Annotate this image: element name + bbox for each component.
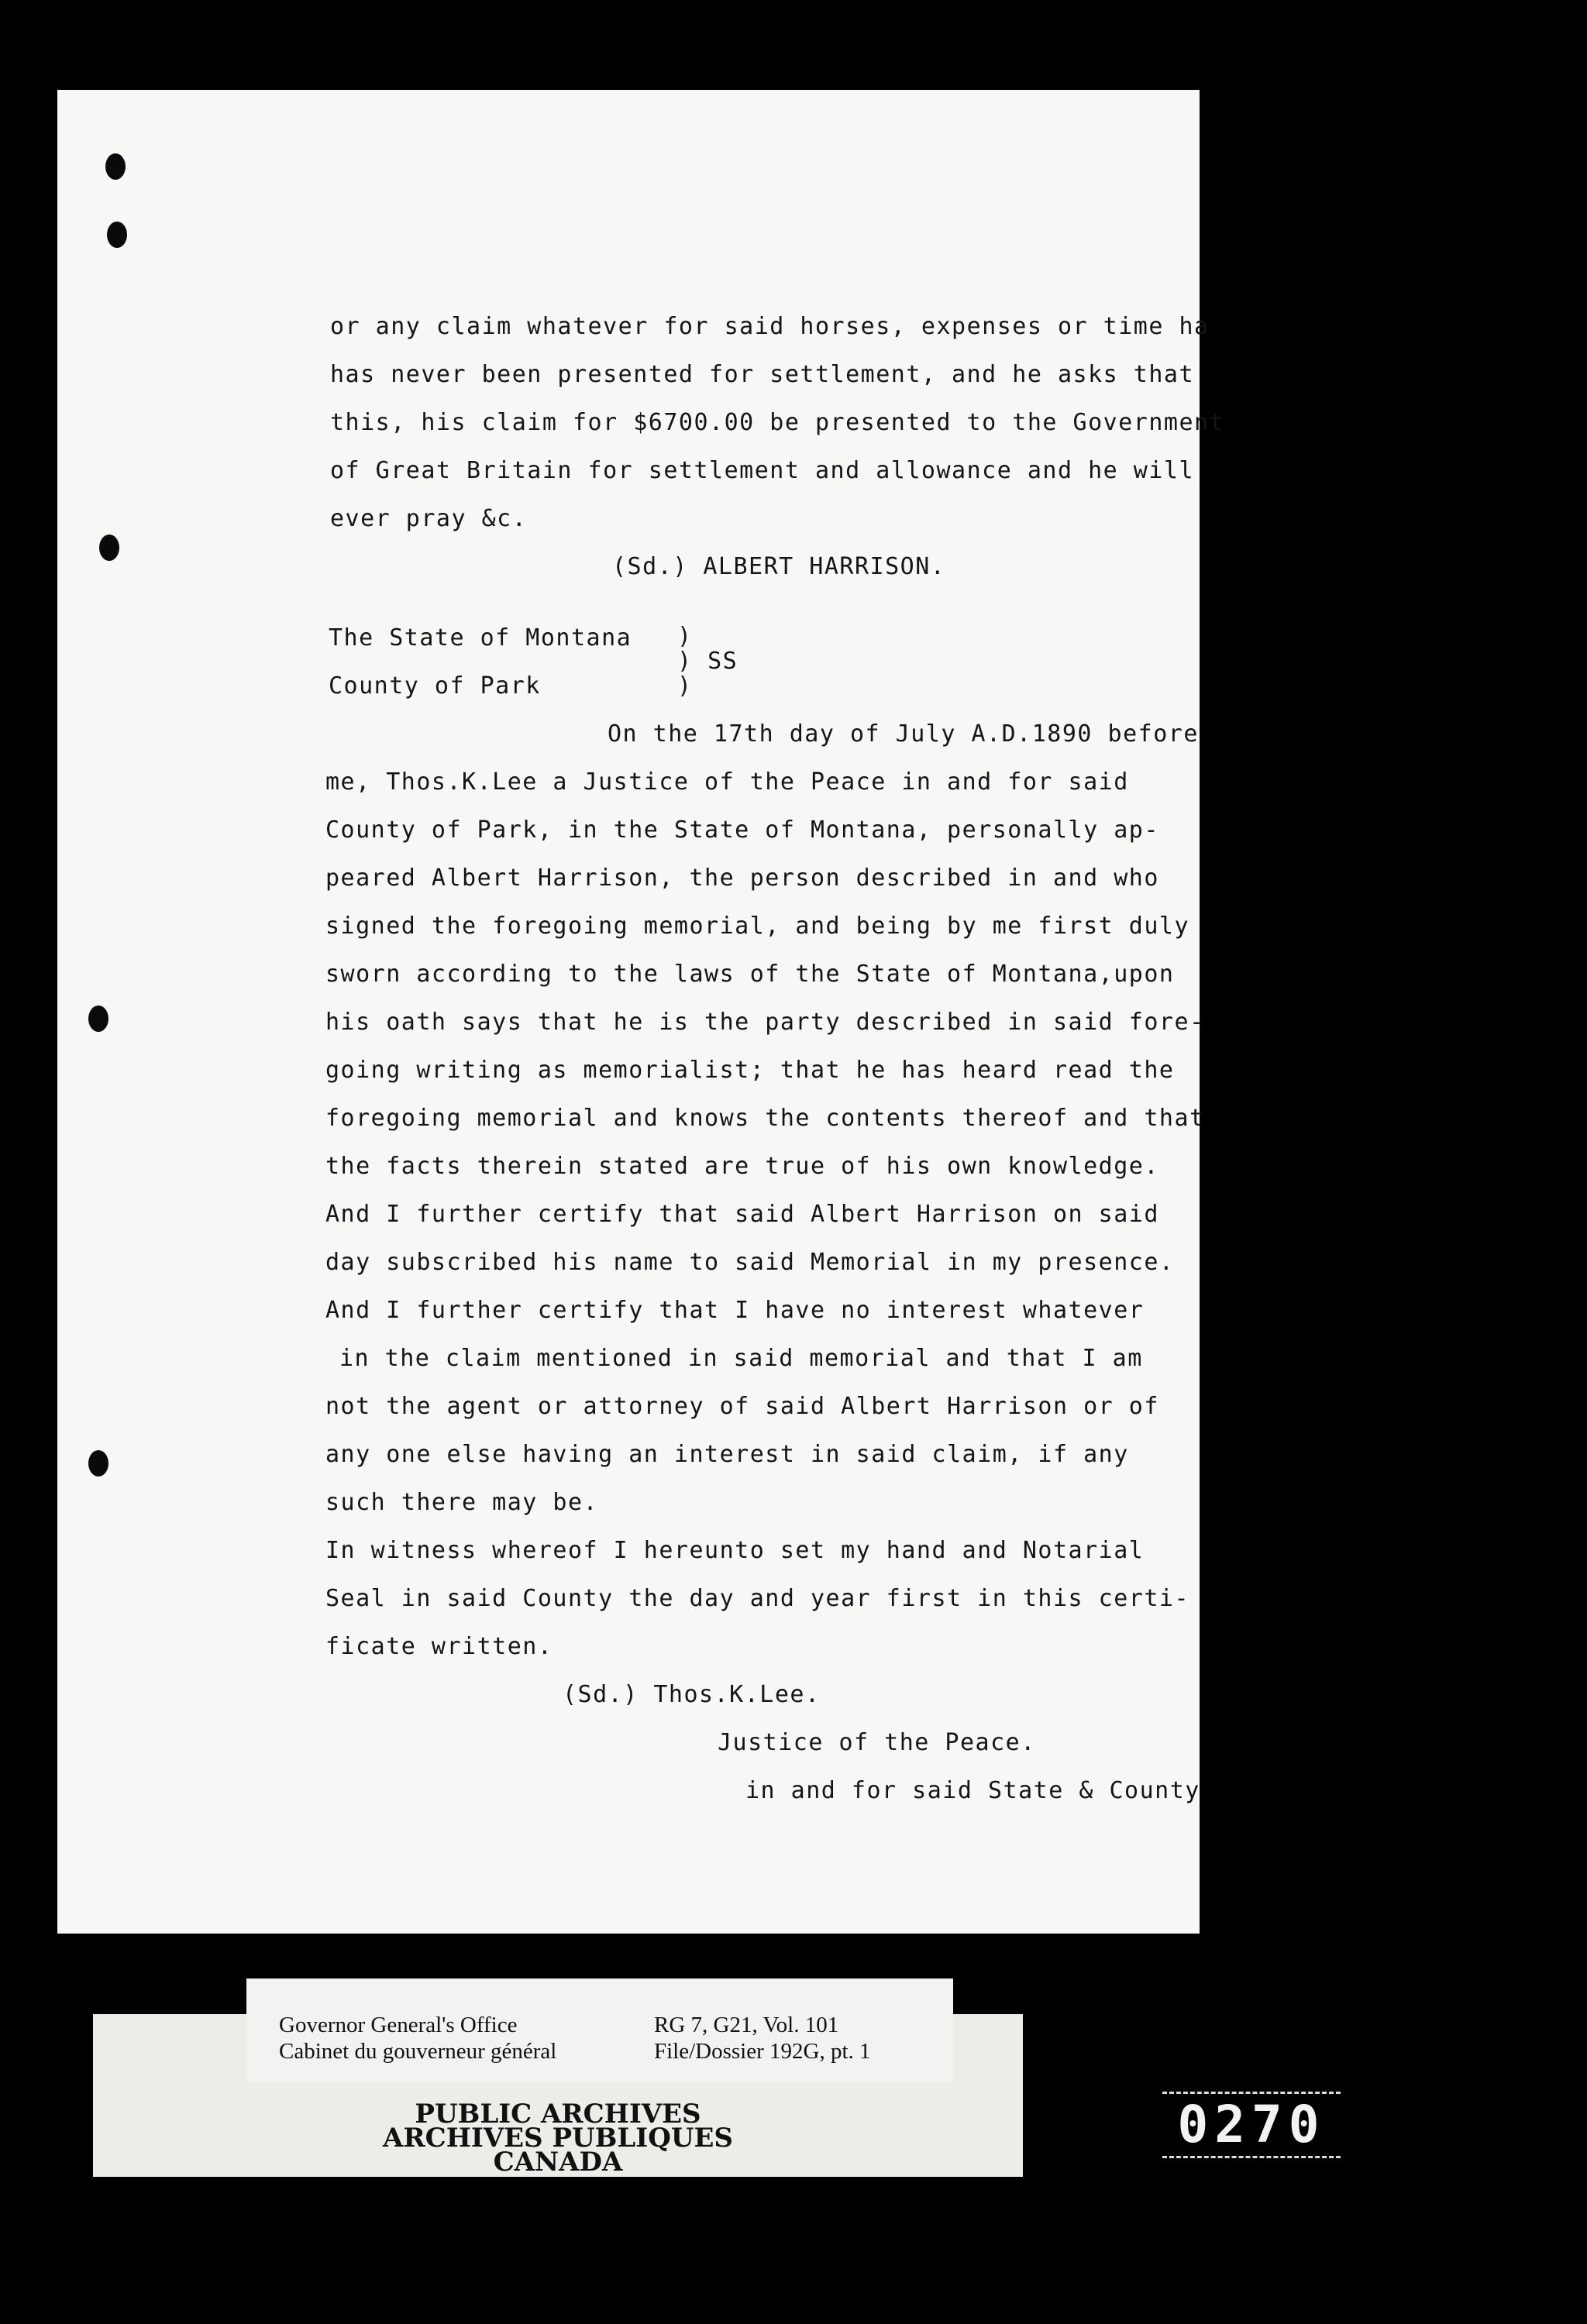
text-line: On the 17th day of July A.D.1890 before <box>608 720 1199 748</box>
text-line: or any claim whatever for said horses, expenses or time ha <box>330 313 1210 340</box>
venue-ss: ) SS <box>677 648 738 675</box>
signatory-jurisdiction: in and for said State & County <box>745 1777 1200 1804</box>
venue-county: County of Park <box>329 672 541 700</box>
punch-hole <box>105 153 126 180</box>
text-line: not the agent or attorney of said Albert Harrison or of <box>325 1393 1159 1420</box>
archive-label <box>246 1978 953 2082</box>
venue-state: The State of Montana <box>329 624 632 651</box>
text-line: Seal in said County the day and year first in this certi- <box>325 1585 1190 1612</box>
text-line: ever pray &c. <box>330 505 528 532</box>
text-line: such there may be. <box>325 1489 599 1516</box>
text-line: foregoing memorial and knows the contents thereof and that <box>325 1105 1205 1132</box>
punch-hole <box>88 1450 108 1477</box>
text-line: County of Park, in the State of Montana, personally ap- <box>325 816 1159 844</box>
text-line: has never been presented for settlement, and he asks that <box>330 361 1195 388</box>
frame-number: 0270 <box>1162 2092 1341 2158</box>
punch-hole <box>88 1006 108 1032</box>
text-line: going writing as memorialist; that he has heard read the <box>325 1057 1175 1084</box>
office-en: Governor General's Office <box>279 2013 518 2037</box>
signature-line: (Sd.) ALBERT HARRISON. <box>612 553 946 580</box>
text-line: In witness whereof I hereunto set my hand and Notarial <box>325 1537 1145 1564</box>
text-line: any one else having an interest in said claim, if any <box>325 1441 1129 1468</box>
stamp-line-1: PUBLIC ARCHIVES <box>415 2099 701 2130</box>
text-line: sworn according to the laws of the State of Montana,upon <box>325 961 1175 988</box>
text-line: And I further certify that I have no interest whatever <box>325 1297 1145 1324</box>
punch-hole <box>107 222 127 248</box>
archive-folder-tab <box>953 2023 1015 2085</box>
stamp-line-3: CANADA <box>493 2147 623 2178</box>
archive-reference: RG 7, G21, Vol. 101 <box>654 2013 839 2037</box>
punch-hole <box>99 535 119 561</box>
text-line: day subscribed his name to said Memorial in my presence. <box>325 1249 1175 1276</box>
document-page <box>57 90 1225 1934</box>
text-line: this, his claim for $6700.00 be presented to the Government <box>330 409 1225 436</box>
text-line: And I further certify that said Albert Harrison on said <box>325 1201 1159 1228</box>
signatory-title: Justice of the Peace. <box>718 1729 1036 1756</box>
text-line: signed the foregoing memorial, and being by me first duly <box>325 913 1190 940</box>
text-line: the facts therein stated are true of his own knowledge. <box>325 1153 1159 1180</box>
text-line: in the claim mentioned in said memorial and that I am <box>339 1345 1143 1372</box>
stamp-line-2: ARCHIVES PUBLIQUES <box>383 2123 733 2154</box>
text-line: me, Thos.K.Lee a Justice of the Peace in and for said <box>325 768 1129 796</box>
text-line: of Great Britain for settlement and allowance and he will <box>330 457 1195 484</box>
archive-file: File/Dossier 192G, pt. 1 <box>654 2039 871 2064</box>
office-fr: Cabinet du gouverneur général <box>279 2039 557 2064</box>
venue-bracket: ) <box>677 623 693 650</box>
text-line: ficate written. <box>325 1633 553 1660</box>
text-line: peared Albert Harrison, the person described in and who <box>325 865 1159 892</box>
text-line: his oath says that he is the party described in said fore- <box>325 1009 1205 1036</box>
venue-bracket: ) <box>677 672 693 700</box>
signature-line: (Sd.) Thos.K.Lee. <box>563 1681 821 1708</box>
archives-stamp <box>341 2099 775 2178</box>
